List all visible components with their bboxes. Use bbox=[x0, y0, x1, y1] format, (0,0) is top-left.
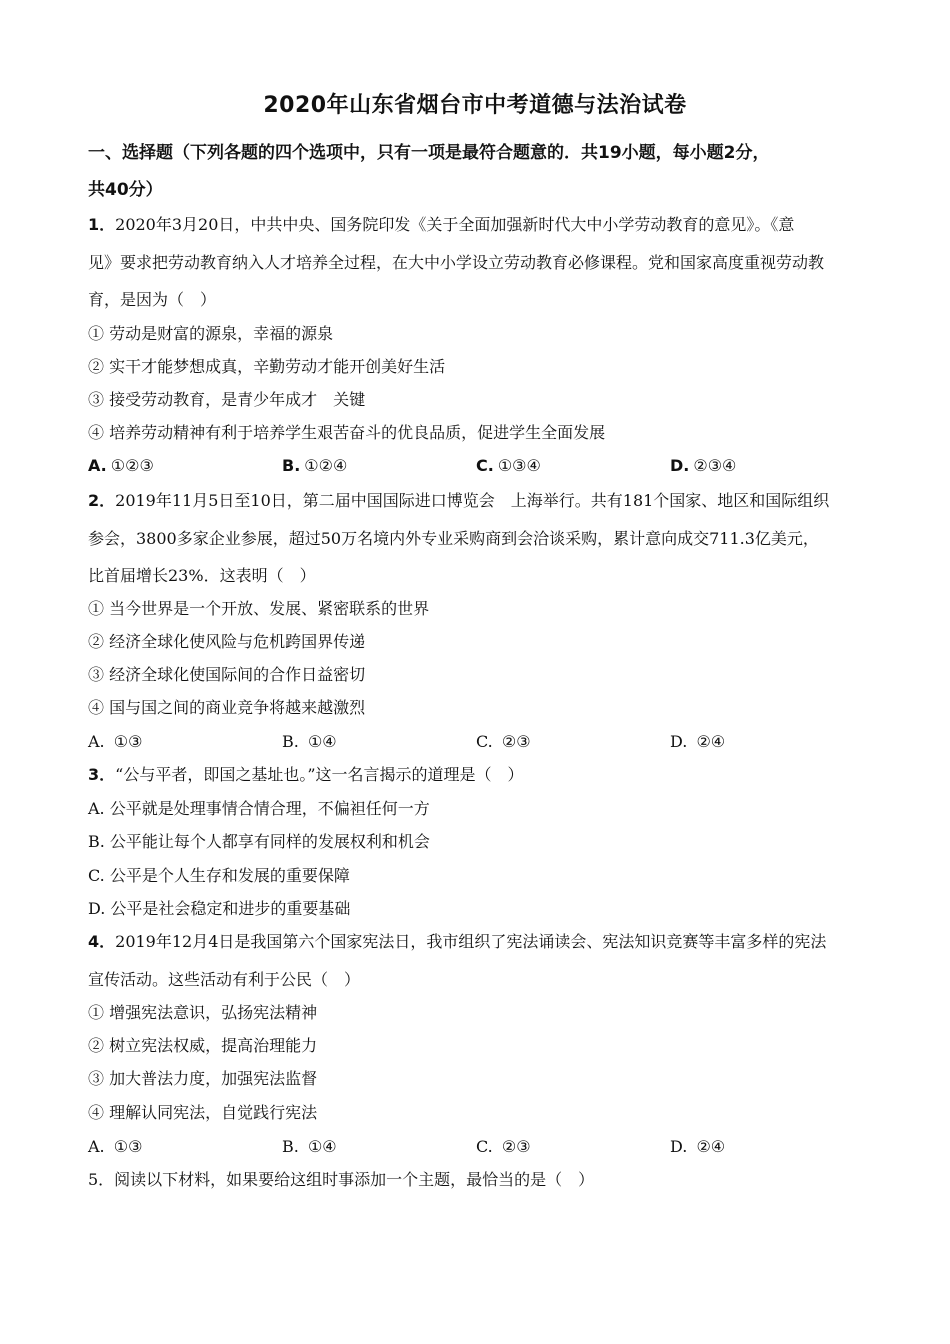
question-1-item: ④ 培养劳动精神有利于培养学生艰苦奋斗的优良品质，促进学生全面发展 bbox=[88, 423, 606, 442]
question-1-option-a bbox=[88, 456, 154, 476]
question-1-line-2: 见》要求把劳动教育纳入人才培养全过程，在大中小学设立劳动教育必修课程。党和国家高度重视劳动教 bbox=[88, 253, 825, 272]
option-letter: C. bbox=[476, 1137, 493, 1156]
question-1-line-1 bbox=[88, 215, 794, 235]
question-4-option-c bbox=[476, 1137, 531, 1157]
question-5-line-1: 5．阅读以下材料，如果要给这组时事添加一个主题，最恰当的是（ ） bbox=[88, 1170, 595, 1189]
question-1-option-b bbox=[282, 456, 347, 476]
question-4-item: ① 增强宪法意识，弘扬宪法精神 bbox=[88, 1003, 318, 1022]
option-letter: A. bbox=[88, 732, 105, 751]
question-3-choice-a: A. 公平就是处理事情合情合理，不偏袒任何一方 bbox=[88, 799, 430, 818]
question-4-text: 2019年12月4日是我国第六个国家宪法日，我市组织了宪法诵读会、宪法知识竞赛等丰富多样的宪法 bbox=[115, 932, 827, 951]
option-text: ①③ bbox=[113, 1137, 143, 1156]
question-4-item: ③ 加大普法力度，加强宪法监督 bbox=[88, 1069, 318, 1088]
question-2-line-2: 参会，3800多家企业参展，超过50万名境内外专业采购商到会洽谈采购，累计意向成交711.3亿美元， bbox=[88, 529, 819, 548]
question-4-item: ② 树立宪法权威，提高治理能力 bbox=[88, 1036, 318, 1055]
option-letter: A. bbox=[88, 1137, 105, 1156]
option-text: ①③ bbox=[113, 732, 143, 751]
section-header-line-2: 共40分） bbox=[88, 180, 163, 200]
question-2-text: 2019年11月5日至10日，第二届中国国际进口博览会 上海举行。共有181个国家、地区和国际组织 bbox=[115, 491, 830, 510]
question-2-line-1 bbox=[88, 491, 829, 511]
question-3-choice-b: B. 公平能让每个人都享有同样的发展权利和机会 bbox=[88, 832, 430, 851]
question-2-option-c bbox=[476, 732, 531, 752]
option-text: ②③ bbox=[501, 1137, 531, 1156]
option-letter: B. bbox=[282, 732, 299, 751]
question-3-choice-d: D. 公平是社会稳定和进步的重要基础 bbox=[88, 899, 351, 918]
question-1-item: ② 实干才能梦想成真，辛勤劳动才能开创美好生活 bbox=[88, 357, 446, 376]
question-4-number: 4． bbox=[88, 932, 116, 951]
option-text: ②③④ bbox=[693, 456, 737, 475]
question-2-number: 2． bbox=[88, 491, 116, 510]
question-2-option-d bbox=[670, 732, 725, 752]
question-3-choice-c: C. 公平是个人生存和发展的重要保障 bbox=[88, 866, 350, 885]
question-2-line-3: 比首届增长23%．这表明（ ） bbox=[88, 566, 316, 585]
question-1-item: ① 劳动是财富的源泉，幸福的源泉 bbox=[88, 324, 334, 343]
question-4-option-b bbox=[282, 1137, 337, 1157]
question-3-text: “公与平者，即国之基址也。”这一名言揭示的道理是（ ） bbox=[115, 765, 524, 784]
option-letter: B. bbox=[282, 1137, 299, 1156]
question-3-line-1 bbox=[88, 765, 524, 785]
question-2-item: ③ 经济全球化使国际间的合作日益密切 bbox=[88, 665, 366, 684]
question-1-item: ③ 接受劳动教育，是青少年成才 关键 bbox=[88, 390, 366, 409]
question-1-text: 2020年3月20日，中共中央、国务院印发《关于全面加强新时代大中小学劳动教育的意见》。《意 bbox=[115, 215, 795, 234]
option-text: ①④ bbox=[307, 1137, 337, 1156]
option-letter: C. bbox=[476, 456, 494, 475]
question-3-number: 3． bbox=[88, 765, 116, 784]
option-letter: D. bbox=[670, 1137, 688, 1156]
option-text: ①②③ bbox=[110, 456, 154, 475]
option-text: ②③ bbox=[501, 732, 531, 751]
option-text: ②④ bbox=[696, 732, 726, 751]
option-letter: D. bbox=[670, 732, 688, 751]
page-title: 2020年山东省烟台市中考道德与法治试卷 bbox=[263, 93, 687, 118]
question-1-option-d bbox=[670, 456, 736, 476]
question-1-line-3: 育，是因为（ ） bbox=[88, 290, 217, 309]
section-header-line-1: 一、选择题（下列各题的四个选项中，只有一项是最符合题意的．共19小题，每小题2分， bbox=[88, 143, 770, 163]
question-2-item: ② 经济全球化使风险与危机跨国界传递 bbox=[88, 632, 366, 651]
question-2-option-b bbox=[282, 732, 337, 752]
option-text: ①②④ bbox=[304, 456, 348, 475]
option-text: ②④ bbox=[696, 1137, 726, 1156]
question-1-number: 1． bbox=[88, 215, 116, 234]
option-letter: C. bbox=[476, 732, 493, 751]
question-4-option-a bbox=[88, 1137, 142, 1157]
option-letter: D. bbox=[670, 456, 690, 475]
question-4-option-d bbox=[670, 1137, 725, 1157]
question-1-option-c bbox=[476, 456, 541, 476]
question-4-line-1 bbox=[88, 932, 826, 952]
option-text: ①④ bbox=[307, 732, 337, 751]
question-4-line-2: 宣传活动。这些活动有利于公民（ ） bbox=[88, 970, 361, 989]
question-2-option-a bbox=[88, 732, 142, 752]
option-letter: A. bbox=[88, 456, 107, 475]
option-text: ①③④ bbox=[497, 456, 541, 475]
option-letter: B. bbox=[282, 456, 301, 475]
question-2-item: ④ 国与国之间的商业竞争将越来越激烈 bbox=[88, 698, 366, 717]
question-4-item: ④ 理解认同宪法，自觉践行宪法 bbox=[88, 1103, 318, 1122]
question-2-item: ① 当今世界是一个开放、发展、紧密联系的世界 bbox=[88, 599, 430, 618]
